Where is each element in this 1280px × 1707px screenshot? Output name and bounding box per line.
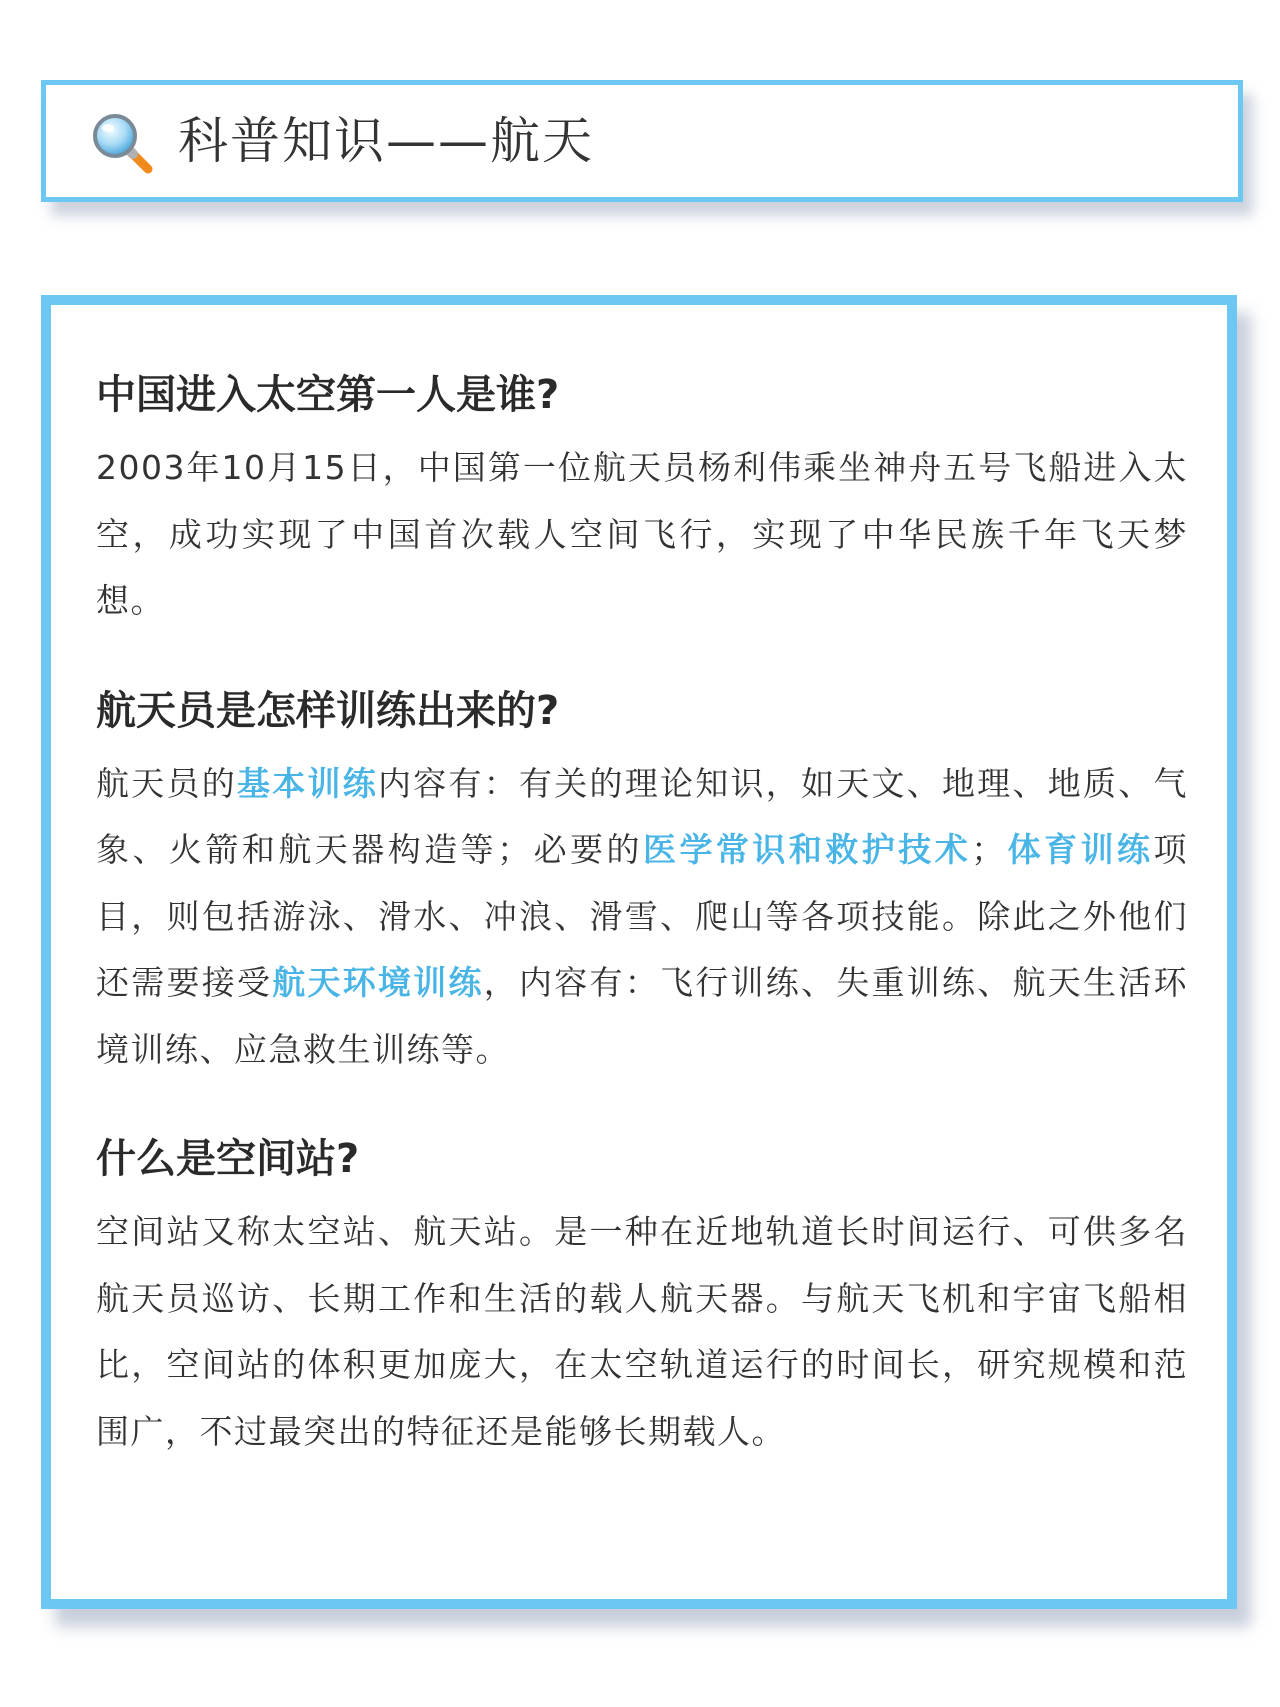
section-heading: 航天员是怎样训练出来的? xyxy=(96,687,560,734)
highlight-medical-rescue: 医学常识和救护技术 xyxy=(642,830,972,869)
content-body xyxy=(96,365,1188,1465)
paragraph-text: 航天员的 xyxy=(96,763,237,803)
highlight-environment-training: 航天环境训练 xyxy=(272,963,484,1002)
section-paragraph: 空间站又称太空站、航天站。是一种在近地轨道长时间运行、可供多名航天员巡访、长期工作和生活的载人航天器。与航天飞机和宇宙飞船相比，空间站的体积更加庞大，在太空轨道运行的时间长，研究规模和范围广，不过最突出的特征还是能够长期载人。 xyxy=(96,1212,1188,1451)
section-paragraph xyxy=(96,751,1188,1084)
paragraph-text: 项目，则包括游泳、滑水、冲浪、滑雪、爬山等各项技能。除此之外他们还需要接受 xyxy=(96,830,1189,1002)
section-first-astronaut xyxy=(96,365,1188,635)
search-icon xyxy=(90,111,154,175)
highlight-sports-training: 体育训练 xyxy=(1005,830,1154,869)
paragraph-text: ，内容有：飞行训练、失重训练、航天生活环境训练、应急救生训练等。 xyxy=(96,963,1188,1069)
paragraph-text: 内容有：有关的理论知识，如天文、地理、地质、气象、火箭和航天器构造等；必要的 xyxy=(96,763,1188,869)
page-title: 科普知识——航天 xyxy=(178,112,594,170)
section-heading: 什么是空间站? xyxy=(96,1136,360,1182)
section-astronaut-training xyxy=(96,681,1188,1084)
highlight-basic-training: 基本训练 xyxy=(237,763,378,803)
section-paragraph: 2003年10月15日，中国第一位航天员杨利伟乘坐神舟五号飞船进入太空，成功实现了中国首次载人空间飞行，实现了中华民族千年飞天梦想。 xyxy=(96,448,1188,620)
content-card xyxy=(41,295,1237,1609)
section-heading: 中国进入太空第一人是谁? xyxy=(96,372,560,418)
paragraph-text: ； xyxy=(971,830,1006,869)
title-banner xyxy=(41,80,1243,202)
section-space-station xyxy=(96,1129,1188,1465)
